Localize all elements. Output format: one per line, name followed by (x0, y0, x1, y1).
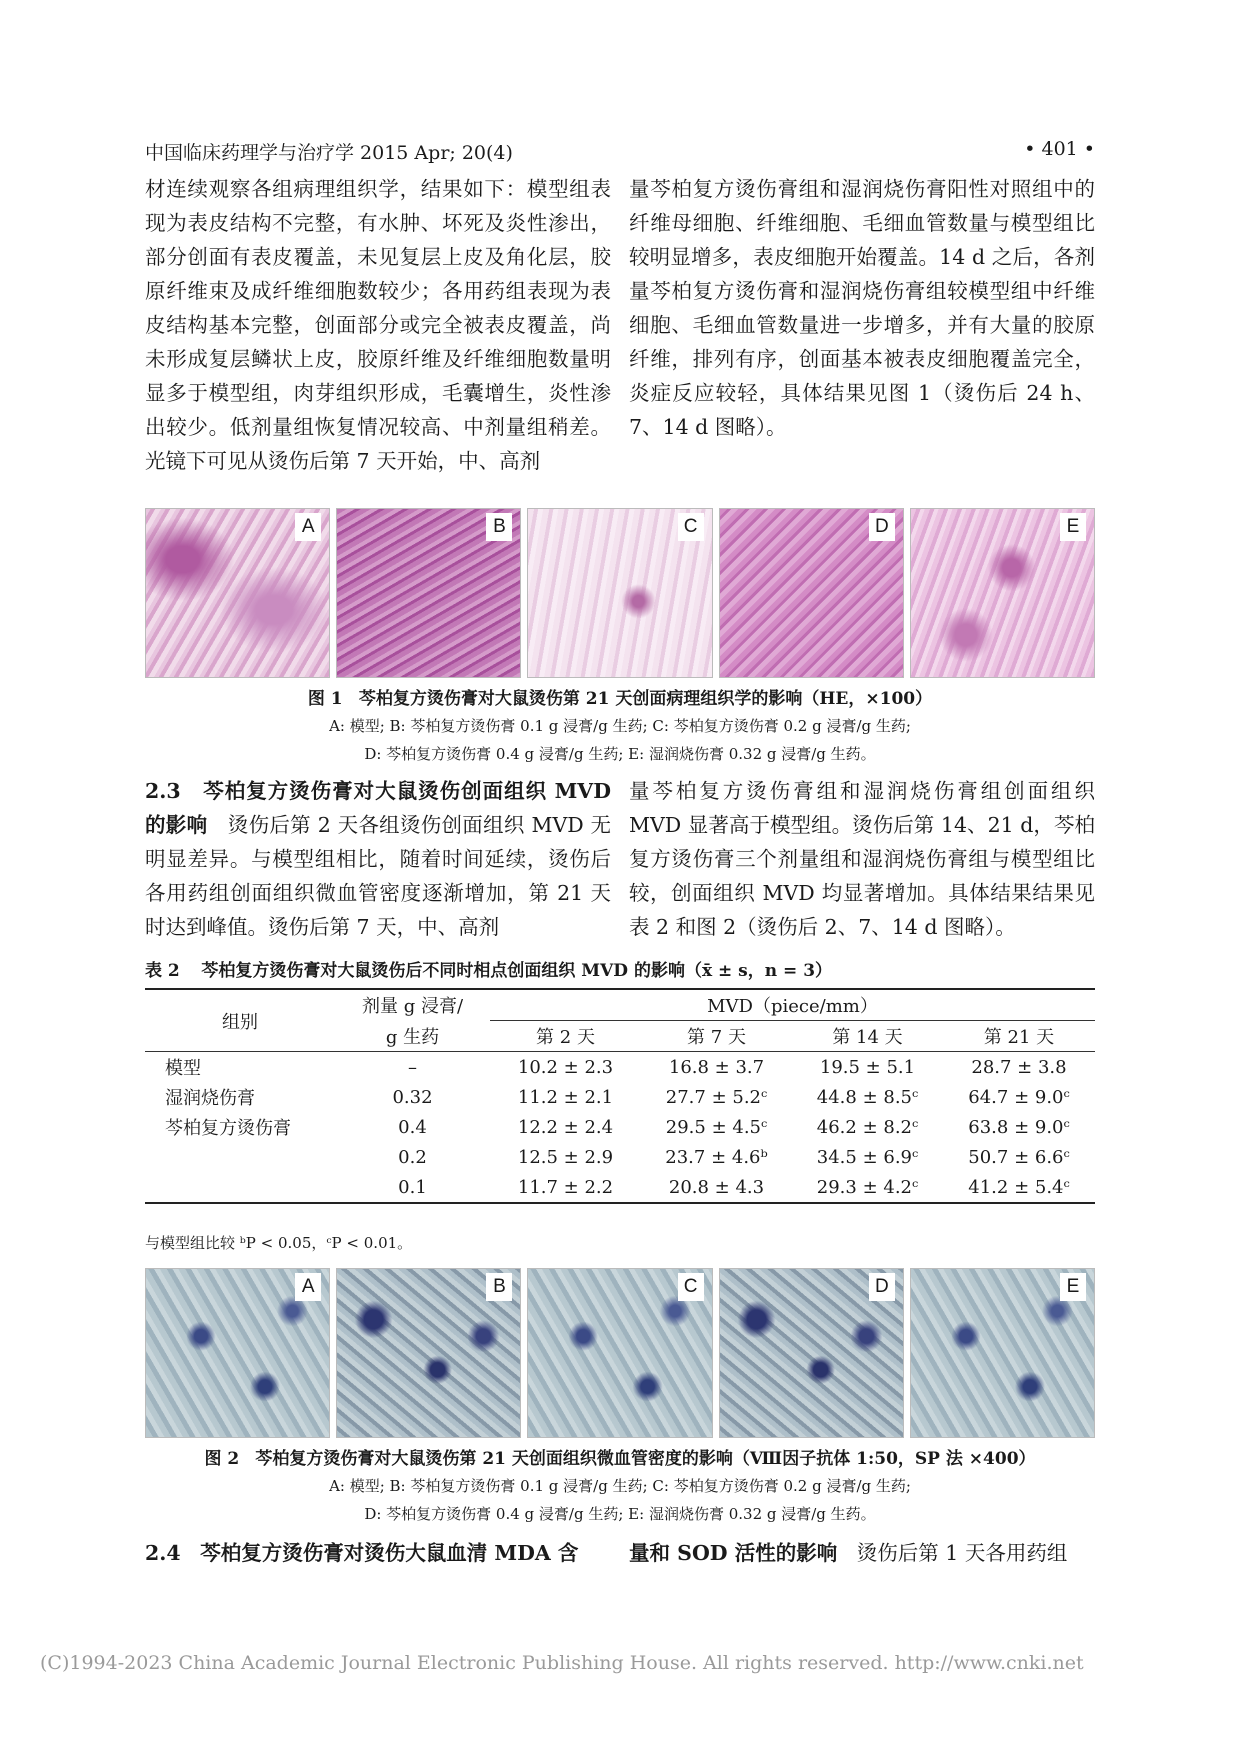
table-cell: 23.7 ± 4.6ᵇ (665, 1146, 768, 1168)
figure-1-panel-a (145, 508, 330, 678)
figure-1-panel-d (719, 508, 904, 678)
table-cell: 20.8 ± 4.3 (668, 1176, 765, 1198)
table-cell: 16.8 ± 3.7 (668, 1056, 765, 1078)
table-cell-dose: 0.2 (398, 1146, 427, 1168)
table-cell-dose: – (408, 1056, 417, 1078)
section-title-cont: 量和 SOD 活性的影响 (629, 1541, 838, 1565)
figure-2-note-2: D: 芩柏复方烫伤膏 0.4 g 浸膏/g 生药; E: 湿润烧伤膏 0.32 g 浸膏/g 生药。 (364, 1505, 876, 1523)
figure-2-panel-a (145, 1268, 330, 1438)
table-row (145, 1142, 1095, 1172)
table-cell-group (145, 1142, 335, 1172)
journal-header: 中国临床药理学与治疗学 2015 Apr; 20(4) (145, 142, 513, 164)
table-cell: 29.5 ± 4.5ᶜ (665, 1116, 768, 1138)
table-cell: 64.7 ± 9.0ᶜ (968, 1086, 1070, 1108)
figure-1-panel-c (527, 508, 712, 678)
section-number: 2.4 (145, 1541, 181, 1565)
page-number: • 401 • (1024, 138, 1095, 160)
panel-label: E (1060, 513, 1086, 541)
table-header-group: 组别 (222, 1011, 258, 1033)
table-cell-dose: 0.32 (392, 1086, 433, 1108)
section-number: 2.3 (145, 779, 181, 803)
section-title: 芩柏复方烫伤膏对烫伤大鼠血清 MDA 含 (200, 1541, 579, 1565)
section-2-3-right (629, 774, 1095, 944)
panel-label: C (678, 1273, 704, 1301)
table-cell: 27.7 ± 5.2ᶜ (665, 1086, 768, 1108)
table-cell-dose: 0.4 (398, 1116, 427, 1138)
table-header-day: 第 14 天 (832, 1027, 903, 1048)
section-text: 烫伤后第 1 天各用药组 (856, 1541, 1068, 1565)
section-text: 量芩柏复方烫伤膏组和湿润烧伤膏组创面组织 MVD 显著高于模型组。烫伤后第 14、21 d，芩柏复方烫伤膏三个剂量组和湿润烧伤膏组与模型组比较，创面组织 MVD 均显著增加。具体结果结果见表 2 和图 2（烫伤后 2、7、14 d 图略）。 (629, 779, 1095, 939)
figure-2-panel-d (719, 1268, 904, 1438)
table-cell-group: 芩柏复方烫伤膏 (165, 1118, 291, 1139)
figure-1-number: 图 1 (307, 689, 343, 709)
table-cell: 46.2 ± 8.2ᶜ (816, 1116, 919, 1138)
table-cell: 29.3 ± 4.2ᶜ (816, 1176, 919, 1198)
table-2-footnote: 与模型组比较 ᵇP < 0.05，ᶜP < 0.01。 (145, 1234, 413, 1252)
table-cell: 34.5 ± 6.9ᶜ (816, 1146, 919, 1168)
table-cell-group (145, 1172, 335, 1203)
figure-1-panel-e (910, 508, 1095, 678)
panel-label: A (295, 513, 321, 541)
figure-2-panel-e (910, 1268, 1095, 1438)
table-title: 芩柏复方烫伤膏对大鼠烫伤后不同时相点创面组织 MVD 的影响（x̄ ± s，n = 3） (201, 961, 833, 981)
figure-2-caption (145, 1444, 1095, 1469)
figure-2-panel-b (336, 1268, 521, 1438)
table-row (145, 1052, 1095, 1083)
section-2-4-left (145, 1536, 611, 1570)
figure-1-panel-b (336, 508, 521, 678)
table-cell: 12.2 ± 2.4 (517, 1116, 614, 1138)
table-cell: 50.7 ± 6.6ᶜ (968, 1146, 1070, 1168)
panel-label: B (486, 513, 512, 541)
table-row (145, 1082, 1095, 1112)
figure-2-title: 芩柏复方烫伤膏对大鼠烫伤第 21 天创面组织微血管密度的影响（Ⅷ因子抗体 1:50，SP 法 ×400） (255, 1449, 1036, 1469)
table-cell-dose: 0.1 (398, 1176, 427, 1198)
table-header-day: 第 21 天 (983, 1027, 1055, 1048)
figure-2-note-1: A: 模型; B: 芩柏复方烫伤膏 0.1 g 浸膏/g 生药; C: 芩柏复方烫伤膏 0.2 g 浸膏/g 生药; (329, 1477, 911, 1495)
table-row (145, 1172, 1095, 1203)
table-row (145, 1112, 1095, 1142)
table-header-day: 第 7 天 (687, 1027, 746, 1048)
table-2 (145, 990, 1095, 1204)
body-left-column (145, 172, 611, 478)
section-title-cont: MVD 的影响 (145, 779, 611, 837)
section-text: 烫伤后第 2 天各组烫伤创面组织 MVD 无明显差异。与模型组相比，随着时间延续，烫伤后各用药组创面组织微血管密度逐渐增加，第 21 天时达到峰值。烫伤后第 7 天，中、高剂 (145, 813, 612, 939)
table-cell: 10.2 ± 2.3 (517, 1056, 614, 1078)
panel-label: D (869, 513, 895, 541)
body-right-column (629, 172, 1095, 444)
panel-label: B (486, 1273, 512, 1301)
table-cell-group: 模型 (165, 1058, 201, 1079)
table-cell: 11.7 ± 2.2 (517, 1176, 614, 1198)
table-cell: 44.8 ± 8.5ᶜ (816, 1086, 919, 1108)
table-number: 表 2 (145, 961, 180, 981)
figure-2-number: 图 2 (204, 1449, 240, 1469)
figure-1-note-2: D: 芩柏复方烫伤膏 0.4 g 浸膏/g 生药; E: 湿润烧伤膏 0.32 g 浸膏/g 生药。 (364, 745, 876, 763)
table-cell: 28.7 ± 3.8 (971, 1056, 1067, 1078)
table-cell: 63.8 ± 9.0ᶜ (968, 1116, 1070, 1138)
body-paragraph: 量芩柏复方烫伤膏组和湿润烧伤膏阳性对照组中的纤维母细胞、纤维细胞、毛细血管数量与模型组比较明显增多，表皮细胞开始覆盖。14 d 之后，各剂量芩柏复方烫伤膏和湿润烧伤膏组较模型组中纤维细胞、毛细血管数量进一步增多，并有大量的胶原纤维，排列有序，创面基本被表皮细胞覆盖完全，炎症反应较轻，具体结果见图 1（烫伤后 24 h、7、14 d 图略）。 (629, 177, 1095, 439)
table-header-day: 第 2 天 (536, 1027, 595, 1048)
figure-1 (145, 508, 1095, 678)
panel-label: D (869, 1273, 895, 1301)
table-2-caption (145, 956, 1095, 981)
section-title: 芩柏复方烫伤膏对大鼠烫伤创面组织 (203, 779, 548, 803)
figure-1-note-1: A: 模型; B: 芩柏复方烫伤膏 0.1 g 浸膏/g 生药; C: 芩柏复方烫伤膏 0.2 g 浸膏/g 生药; (329, 717, 911, 735)
section-2-3-left (145, 774, 611, 944)
copyright-footer: (C)1994-2023 China Academic Journal Electronic Publishing House. All rights reserved. http://www.cnki.net (40, 1652, 1084, 1674)
table-header-dose-unit: g 生药 (385, 1026, 440, 1048)
panel-label: C (678, 513, 704, 541)
table-cell: 19.5 ± 5.1 (819, 1056, 916, 1078)
table-cell: 12.5 ± 2.9 (517, 1146, 614, 1168)
table-header-row (145, 990, 1095, 1021)
section-2-4-right (629, 1536, 1095, 1570)
table-header-mvd: MVD（piece/mm） (490, 990, 1095, 1021)
figure-2 (145, 1268, 1095, 1438)
figure-1-caption (145, 684, 1095, 709)
table-cell: 11.2 ± 2.1 (517, 1086, 614, 1108)
body-paragraph: 材连续观察各组病理组织学，结果如下：模型组表现为表皮结构不完整，有水肿、坏死及炎性渗出，部分创面有表皮覆盖，未见复层上皮及角化层，胶原纤维束及成纤维细胞数较少；各用药组表现为表皮结构基本完整，创面部分或完全被表皮覆盖，尚未形成复层鳞状上皮，胶原纤维及纤维细胞数量明显多于模型组，肉芽组织形成，毛囊增生，炎性渗出较少。低剂量组恢复情况较高、中剂量组稍差。光镜下可见从烫伤后第 7 天开始，中、高剂 (145, 177, 611, 473)
table-cell: 41.2 ± 5.4ᶜ (968, 1176, 1070, 1198)
figure-1-title: 芩柏复方烫伤膏对大鼠烫伤第 21 天创面病理组织学的影响（HE，×100） (358, 689, 933, 709)
figure-2-panel-c (527, 1268, 712, 1438)
panel-label: E (1060, 1273, 1086, 1301)
panel-label: A (295, 1273, 321, 1301)
table-cell-group: 湿润烧伤膏 (165, 1088, 255, 1109)
table-header-dose: 剂量 g 浸膏/ (361, 996, 464, 1018)
